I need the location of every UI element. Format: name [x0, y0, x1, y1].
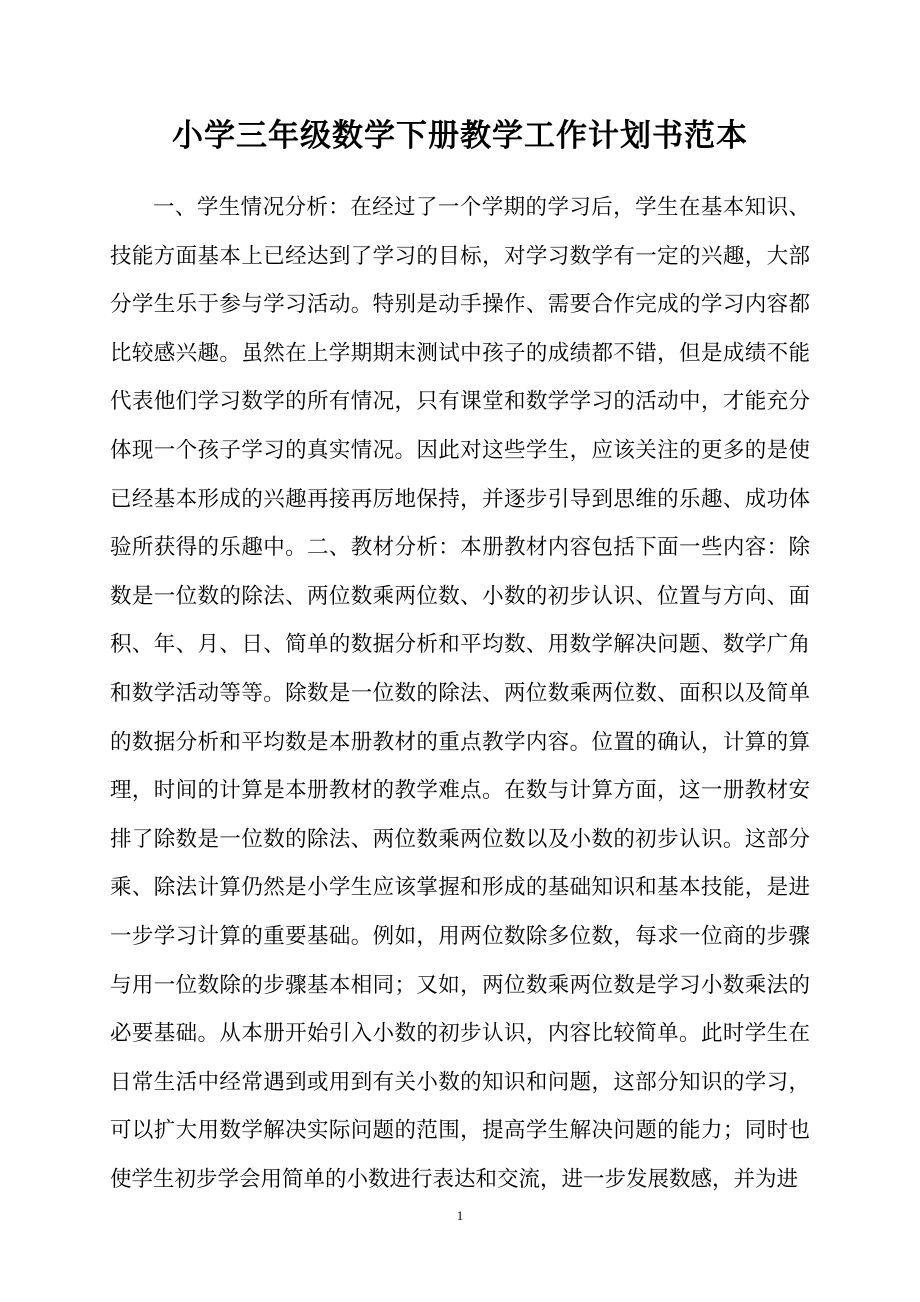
page-number: 1 — [456, 1208, 464, 1223]
document-body-paragraph: 一、学生情况分析：在经过了一个学期的学习后，学生在基本知识、技能方面基本上已经达到了学习的目标，对学习数学有一定的兴趣，大部分学生乐于参与学习活动。特别是动手操作、需要合作完成的学习内容都比较感兴趣。虽然在上学期期末测试中孩子的成绩都不错，但是成绩不能代表他们学习数学的所有情况，只有课堂和数学学习的活动中，才能充分体现一个孩子学习的真实情况。因此对这些学生，应该关注的更多的是使已经基本形成的兴趣再接再厉地保持，并逐步引导到思维的乐趣、成功体验所获得的乐趣中。二、教材分析：本册教材内容包括下面一些内容：除数是一位数的除法、两位数乘两位数、小数的初步认识、位置与方向、面积、年、月、日、简单的数据分析和平均数、用数学解决问题、数学广角和数学活动等等。除数是一位数的除法、两位数乘两位数、面积以及简单的数据分析和平均数是本册教材的重点教学内容。位置的确认，计算的算理，时间的计算是本册教材的教学难点。在数与计算方面，这一册教材安排了除数是一位数的除法、两位数乘两位数以及小数的初步认识。这部分乘、除法计算仍然是小学生应该掌握和形成的基础知识和基本技能，是进一步学习计算的重要基础。例如，用两位数除多位数，每求一位商的步骤与用一位数除的步骤基本相同；又如，两位数乘两位数是学习小数乘法的必要基础。从本册开始引入小数的初步认识，内容比较简单。此时学生在日常生活中经常遇到或用到有关小数的知识和问题，这部分知识的学习，可以扩大用数学解决实际问题的范围，提高学生解决问题的能力；同时也使学生初步学会用简单的小数进行表达和交流，进一步发展数感，并为进 — [110, 195, 810, 1192]
document-title: 小学三年级数学下册教学工作计划书范本 — [172, 118, 748, 154]
